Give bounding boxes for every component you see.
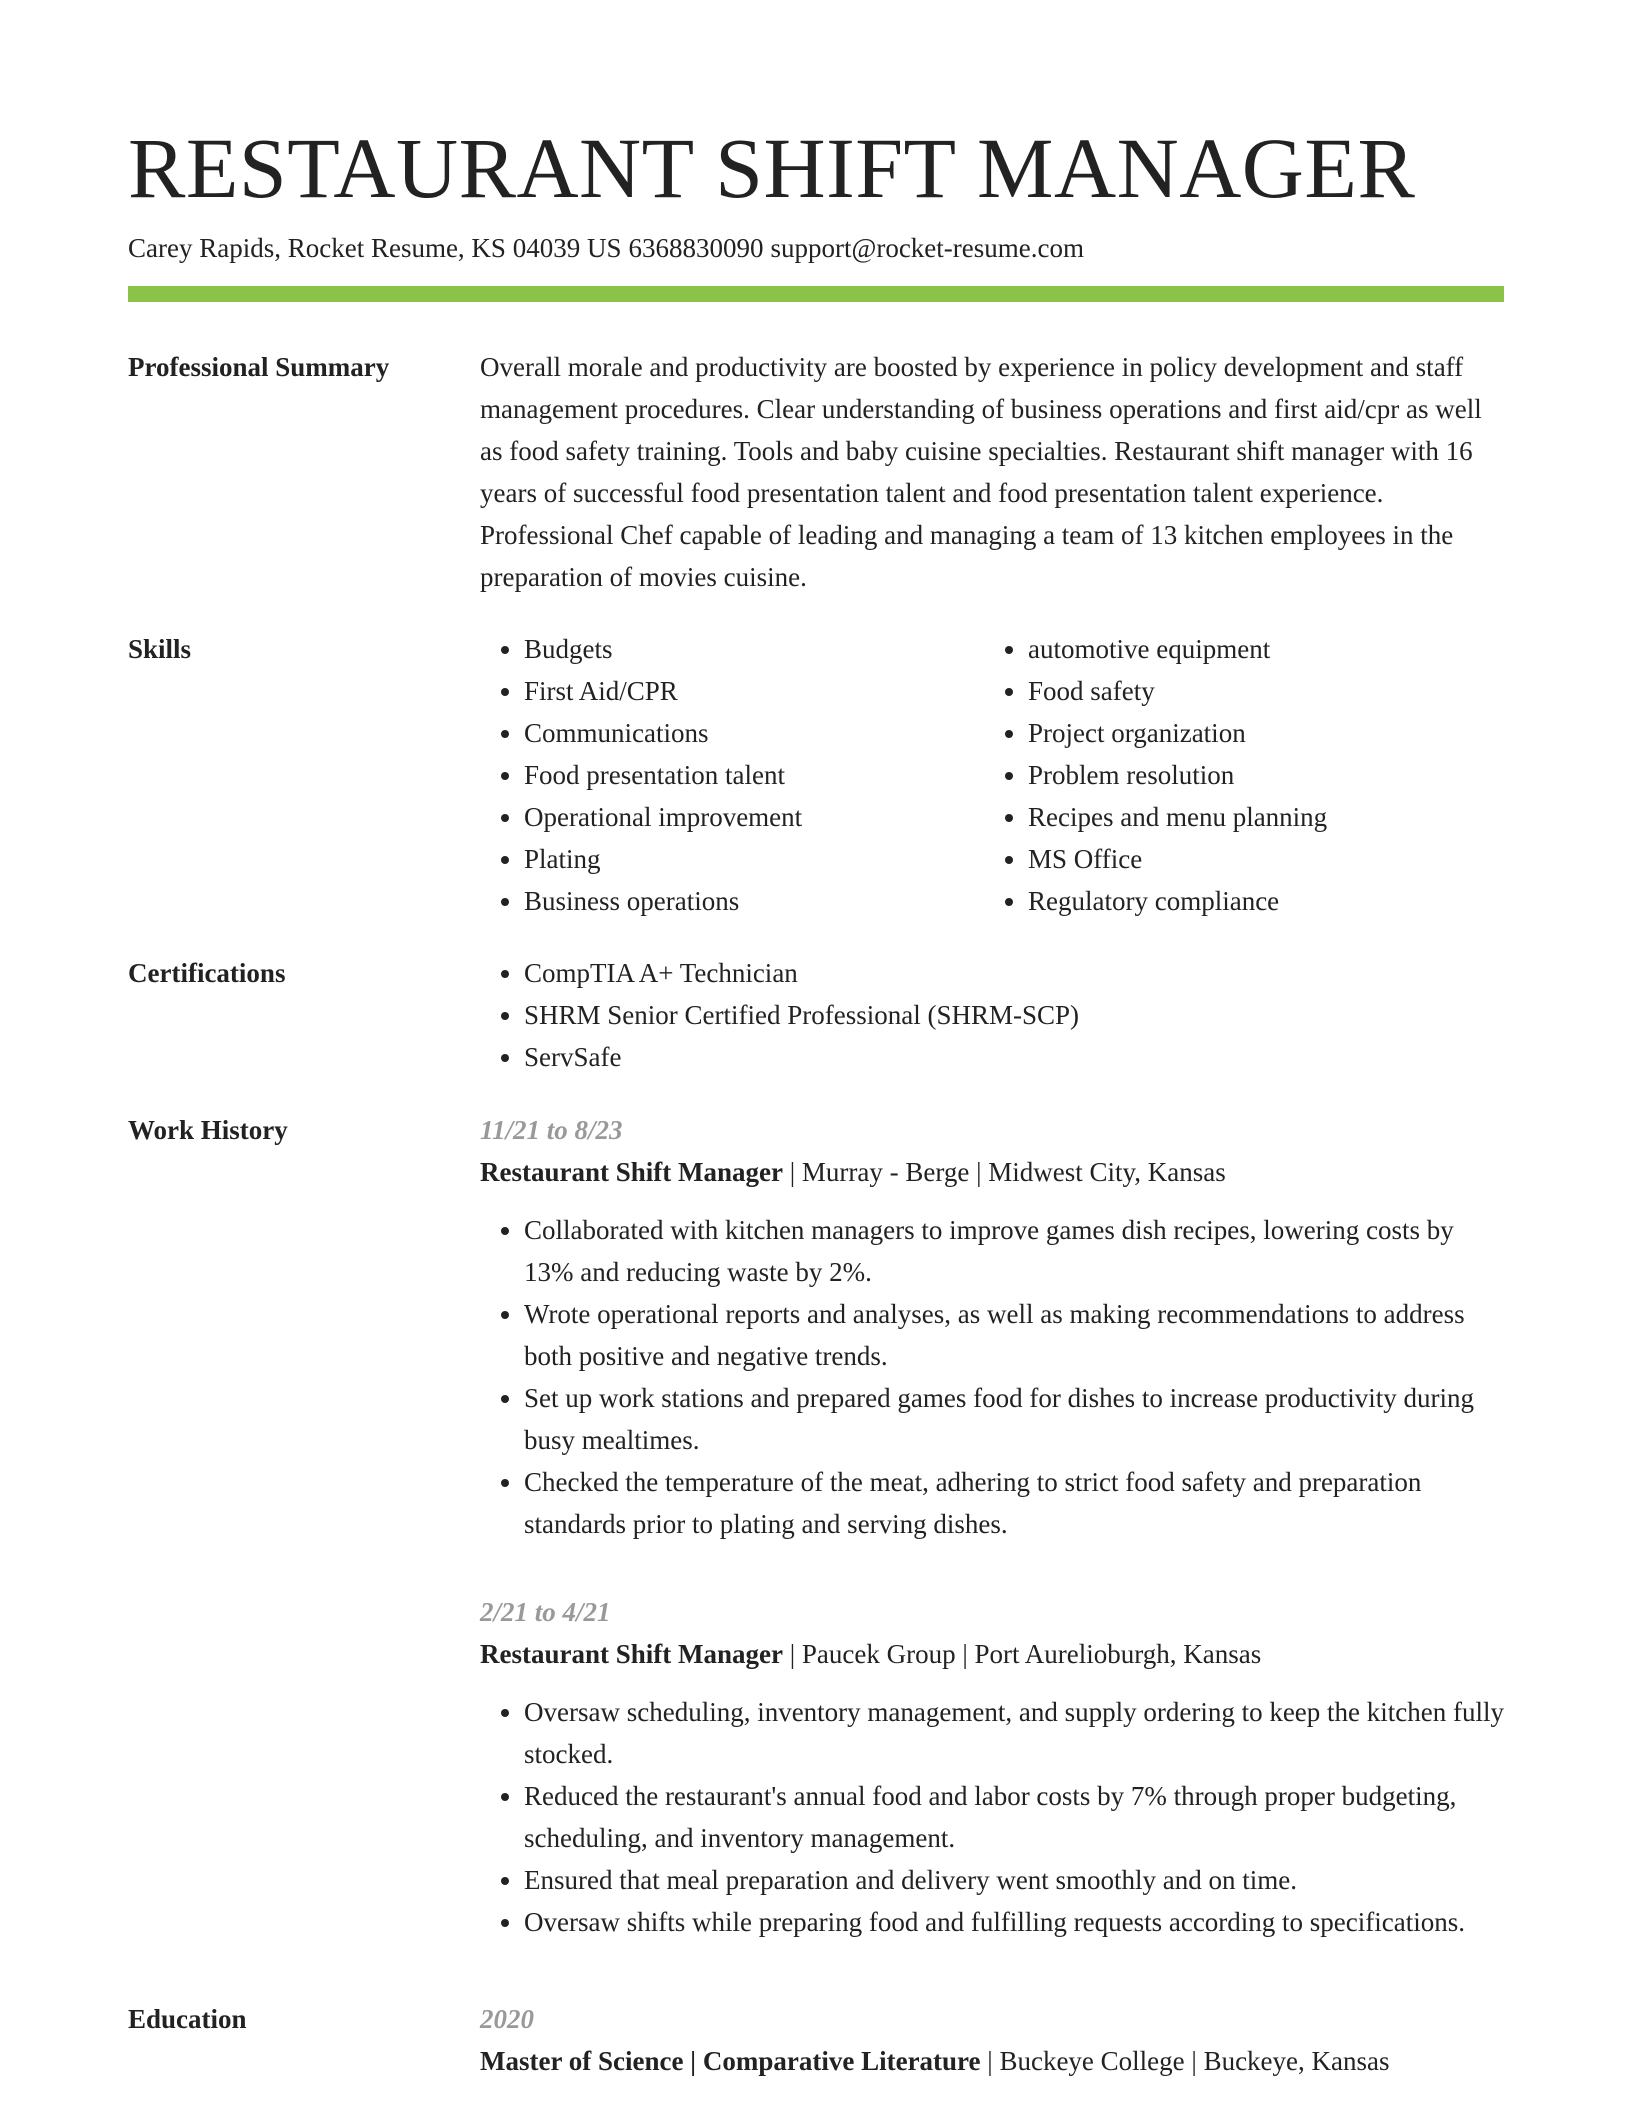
job-company: Murray - Berge xyxy=(801,1157,970,1187)
education-degree: Master of Science | Comparative Literature xyxy=(480,2046,981,2076)
skills-column-right xyxy=(984,628,1488,922)
contact-line xyxy=(128,230,1084,266)
education-heading-line xyxy=(480,2040,1504,2082)
contact-phone: 6368830090 xyxy=(628,233,764,263)
job-company: Paucek Group xyxy=(801,1639,956,1669)
job-title: Restaurant Shift Manager xyxy=(480,1639,783,1669)
job-bullet: • Reduced the restaurant's annual food and labor costs by 7% through proper budgeting, scheduling, and inventory management. xyxy=(524,1775,1504,1859)
skill-item: • Recipes and menu planning xyxy=(1028,796,1488,838)
education-content xyxy=(480,1998,1504,2082)
skill-item: • automotive equipment xyxy=(1028,628,1488,670)
skill-item: • First Aid/CPR xyxy=(524,670,984,712)
summary-content xyxy=(480,346,1504,598)
job-bullet: • Set up work stations and prepared games food for dishes to increase productivity during busy mealtimes. xyxy=(524,1377,1504,1461)
contact-email[interactable]: support@rocket-resume.com xyxy=(770,233,1084,263)
separator: | xyxy=(976,1157,982,1187)
skill-item: • MS Office xyxy=(1028,838,1488,880)
job-dates: 2/21 to 4/21 xyxy=(480,1597,611,1627)
separator: | xyxy=(789,1639,796,1669)
job-dates: 11/21 to 8/23 xyxy=(480,1115,623,1145)
skill-item: • Project organization xyxy=(1028,712,1488,754)
job-title: Restaurant Shift Manager xyxy=(480,1157,783,1187)
education-location: Buckeye, Kansas xyxy=(1203,2046,1390,2076)
header-divider xyxy=(128,286,1504,302)
skill-item: • Budgets xyxy=(524,628,984,670)
work-history-heading: Work History xyxy=(128,1115,288,1145)
job-heading xyxy=(480,1633,1504,1675)
separator: | xyxy=(962,1639,968,1669)
job-bullet: • Collaborated with kitchen managers to improve games dish recipes, lowering costs by 13% and reducing waste by 2%. xyxy=(524,1209,1504,1293)
skill-item: • Plating xyxy=(524,838,984,880)
skills-column-left xyxy=(480,628,984,922)
job-location: Midwest City, Kansas xyxy=(988,1157,1226,1187)
education-year: 2020 xyxy=(480,2004,534,2034)
skill-item: • Food safety xyxy=(1028,670,1488,712)
skill-item: • Food presentation talent xyxy=(524,754,984,796)
job-heading xyxy=(480,1151,1504,1193)
separator: | xyxy=(789,1157,796,1187)
certifications-heading: Certifications xyxy=(128,958,286,988)
certification-item: • SHRM Senior Certified Professional (SHRM-SCP) xyxy=(524,994,1504,1036)
education-heading: Education xyxy=(128,2004,247,2034)
skills-heading: Skills xyxy=(128,634,192,664)
job-bullet: • Oversaw scheduling, inventory management, and supply ordering to keep the kitchen fully stocked. xyxy=(524,1691,1504,1775)
work-history-content xyxy=(480,1109,1504,1943)
job-entry xyxy=(480,1109,1504,1545)
contact-address: Carey Rapids, Rocket Resume, KS 04039 US xyxy=(128,233,622,263)
certifications-content xyxy=(480,952,1504,1078)
skill-item: • Communications xyxy=(524,712,984,754)
skill-item: • Operational improvement xyxy=(524,796,984,838)
job-bullet: • Wrote operational reports and analyses, as well as making recommendations to address both positive and negative trends. xyxy=(524,1293,1504,1377)
job-location: Port Aurelioburgh, Kansas xyxy=(974,1639,1262,1669)
separator: | xyxy=(1191,2046,1197,2076)
job-bullet: • Checked the temperature of the meat, adhering to strict food safety and preparation standards prior to plating and serving dishes. xyxy=(524,1461,1504,1545)
job-entry xyxy=(480,1591,1504,1943)
separator: | xyxy=(987,2046,993,2076)
job-bullet: • Oversaw shifts while preparing food and fulfilling requests according to specifications. xyxy=(524,1901,1504,1943)
summary-text: Overall morale and productivity are boosted by experience in policy development and staff management procedures. Clear understanding of business operations and first aid/cpr as well as food safety training. Tools and baby cuisine specialties. Restaurant shift manager with 16 years of successful food presentation talent and food presentation talent experience. Professional Chef capable of leading and managing a team of 13 kitchen employees in the preparation of movies cuisine. xyxy=(480,352,1482,592)
certification-item: • ServSafe xyxy=(524,1036,1504,1078)
skill-item: • Problem resolution xyxy=(1028,754,1488,796)
job-bullet: • Ensured that meal preparation and delivery went smoothly and on time. xyxy=(524,1859,1504,1901)
skill-item: • Regulatory compliance xyxy=(1028,880,1488,922)
skill-item: • Business operations xyxy=(524,880,984,922)
certification-item: • CompTIA A+ Technician xyxy=(524,952,1504,994)
skills-content xyxy=(480,628,1504,922)
resume-title: RESTAURANT SHIFT MANAGER xyxy=(128,120,1416,216)
education-school: Buckeye College xyxy=(999,2046,1185,2076)
summary-heading: Professional Summary xyxy=(128,352,390,382)
